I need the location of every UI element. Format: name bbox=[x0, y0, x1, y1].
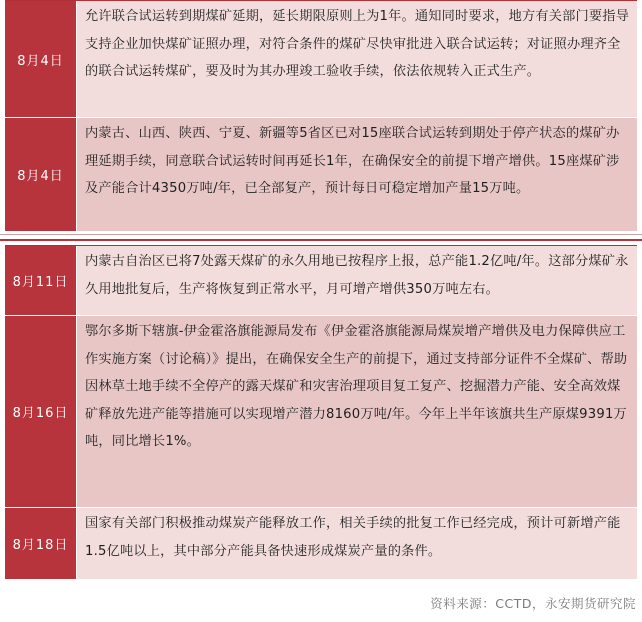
policy-table-top bbox=[5, 0, 637, 232]
date-cell: 8月18日 bbox=[5, 508, 77, 579]
policy-table-bottom bbox=[5, 245, 637, 580]
text-cell: 内蒙古、山西、陕西、宁夏、新疆等5省区已对15座联合试运转到期处于停产状态的煤矿办理延期手续，同意联合试运转时间再延长1年，在确保安全的前提下增产增供。15座煤矿涉及产能合计4350万吨/年，已全部复产，预计每日可稳定增加产量15万吨。 bbox=[77, 118, 637, 231]
table-divider bbox=[0, 233, 642, 242]
date-cell: 8月11日 bbox=[5, 246, 77, 315]
text-cell: 国家有关部门积极推动煤炭产能释放工作，相关手续的批复工作已经完成，预计可新增产能1.5亿吨以上，其中部分产能具备快速形成煤炭产量的条件。 bbox=[77, 508, 637, 579]
text-cell: 允许联合试运转到期煤矿延期，延长期限原则上为1年。通知同时要求，地方有关部门要指导支持企业加快煤矿证照办理，对符合条件的煤矿尽快审批进入联合试运转；对证照办理齐全的联合试运转煤矿，要及时为其办理竣工验收手续，依法依规转入正式生产。 bbox=[77, 1, 637, 117]
table-row bbox=[5, 118, 637, 232]
table-row bbox=[5, 246, 637, 316]
table-row bbox=[5, 316, 637, 508]
table-row bbox=[5, 1, 637, 118]
date-cell: 8月4日 bbox=[5, 1, 77, 117]
text-cell: 鄂尔多斯下辖旗-伊金霍洛旗能源局发布《伊金霍洛旗能源局煤炭增产增供及电力保障供应工作实施方案（讨论稿）》提出，在确保安全生产的前提下，通过支持部分证件不全煤矿、帮助因林草土地手续不全停产的露天煤矿和灾害治理项目复工复产、挖掘潜力产能、安全高效煤矿释放先进产能等措施可以实现增产潜力8160万吨/年。今年上半年该旗共生产原煤9391万吨，同比增长1%。 bbox=[77, 316, 637, 507]
table-row bbox=[5, 508, 637, 580]
date-cell: 8月4日 bbox=[5, 118, 77, 231]
text-cell: 内蒙古自治区已将7处露天煤矿的永久用地已按程序上报，总产能1.2亿吨/年。这部分煤矿永久用地批复后，生产将恢复到正常水平，月可增产增供350万吨左右。 bbox=[77, 246, 637, 315]
date-cell: 8月16日 bbox=[5, 316, 77, 507]
source-note: 资料来源：CCTD，永安期货研究院 bbox=[430, 596, 636, 611]
